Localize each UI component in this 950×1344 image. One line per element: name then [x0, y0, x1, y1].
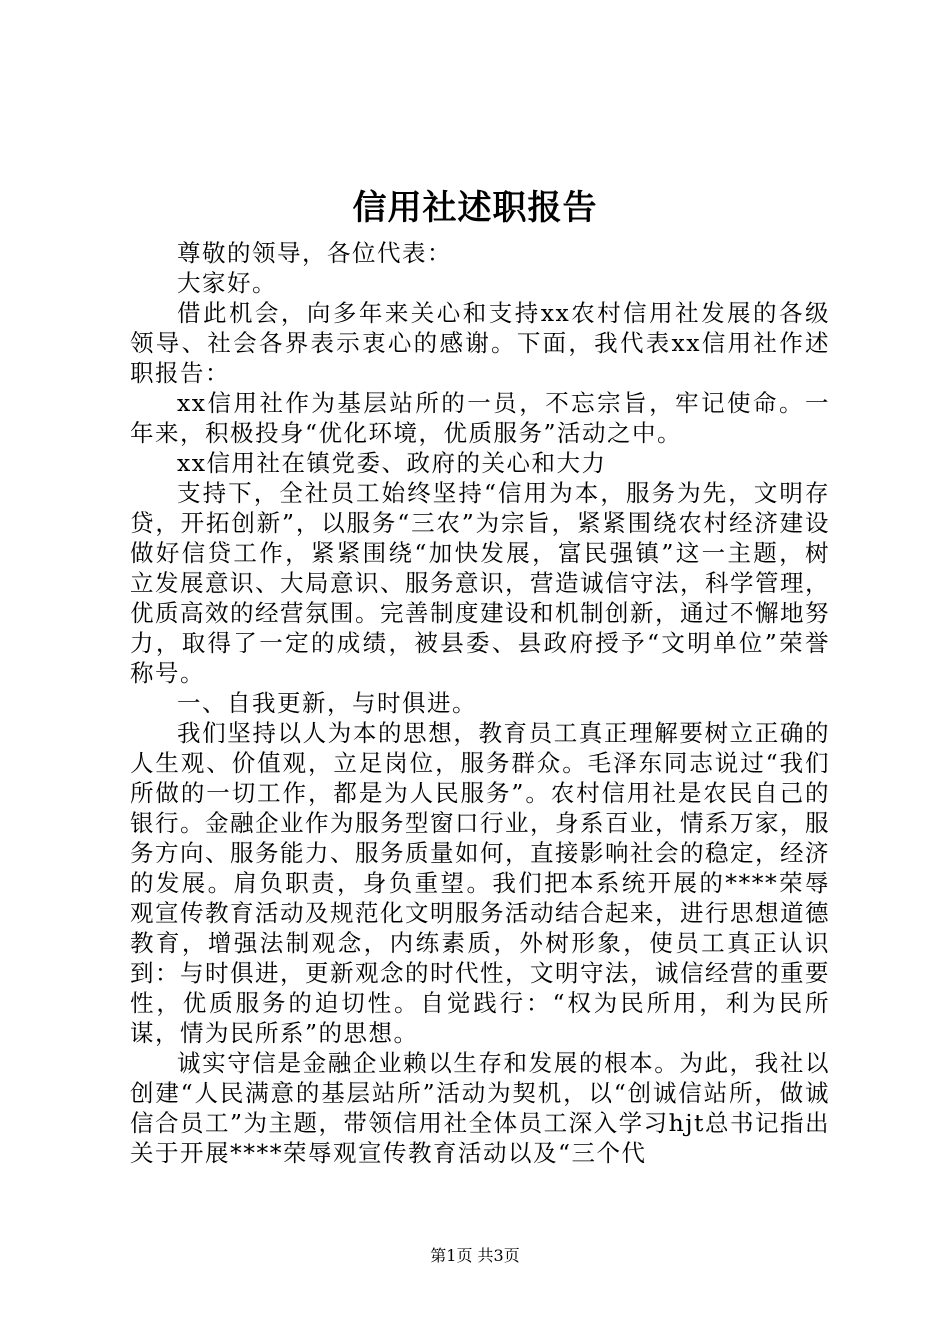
paragraph-integrity: 诚实守信是金融企业赖以生存和发展的根本。为此，我社以创建“人民满意的基层站所”活动为契机，以“创诚信站所，做诚信合员工”为主题，带领信用社全体员工深入学习hjt总书记指出关于开展****荣辱观宣传教育活动以及“三个代 [130, 1049, 830, 1167]
document-title: 信用社述职报告 [352, 188, 598, 228]
page-number-footer: 第1页 共3页 [430, 1246, 520, 1265]
section-heading-1: 一、自我更新，与时俱进。 [177, 689, 477, 717]
paragraph-achievements: 支持下，全社员工始终坚持“信用为本，服务为先，文明存贷，开拓创新”，以服务“三农”为宗旨，紧紧围绕农村经济建设做好信贷工作，紧紧围绕“加快发展，富民强镇”这一主题，树立发展意识、大局意识、服务意识，营造诚信守法，科学管理，优质高效的经营氛围。完善制度建设和机制创新，通过不懈地努力，取得了一定的成绩，被县委、县政府授予“文明单位”荣誉称号。 [130, 479, 830, 687]
paragraph-salutation: 尊敬的领导，各位代表： [177, 239, 452, 267]
paragraph-mission: xx信用社作为基层站所的一员，不忘宗旨，牢记使命。一年来，积极投身“优化环境，优质服务”活动之中。 [130, 389, 830, 447]
document-body [130, 238, 830, 1168]
paragraph-support-lead: xx信用社在镇党委、政府的关心和大力 [177, 449, 607, 477]
paragraph-ideology: 我们坚持以人为本的思想，教育员工真正理解要树立正确的人生观、价值观，立足岗位，服务群众。毛泽东同志说过“我们所做的一切工作，都是为人民服务”。农村信用社是农民自己的银行。金融企业作为服务型窗口行业，身系百业，情系万家，服务方向、服务能力、服务质量如何，直接影响社会的稳定，经济的发展。肩负职责，身负重望。我们把本系统开展的****荣辱观宣传教育活动及规范化文明服务活动结合起来，进行思想道德教育，增强法制观念，内练素质，外树形象，使员工真正认识到：与时俱进，更新观念的时代性，文明守法，诚信经营的重要性，优质服务的迫切性。自觉践行：“权为民所用，利为民所谋，情为民所系”的思想。 [130, 719, 830, 1047]
paragraph-greeting: 大家好。 [177, 269, 277, 297]
paragraph-intro: 借此机会，向多年来关心和支持xx农村信用社发展的各级领导、社会各界表示衷心的感谢。下面，我代表xx信用社作述职报告： [130, 299, 830, 387]
